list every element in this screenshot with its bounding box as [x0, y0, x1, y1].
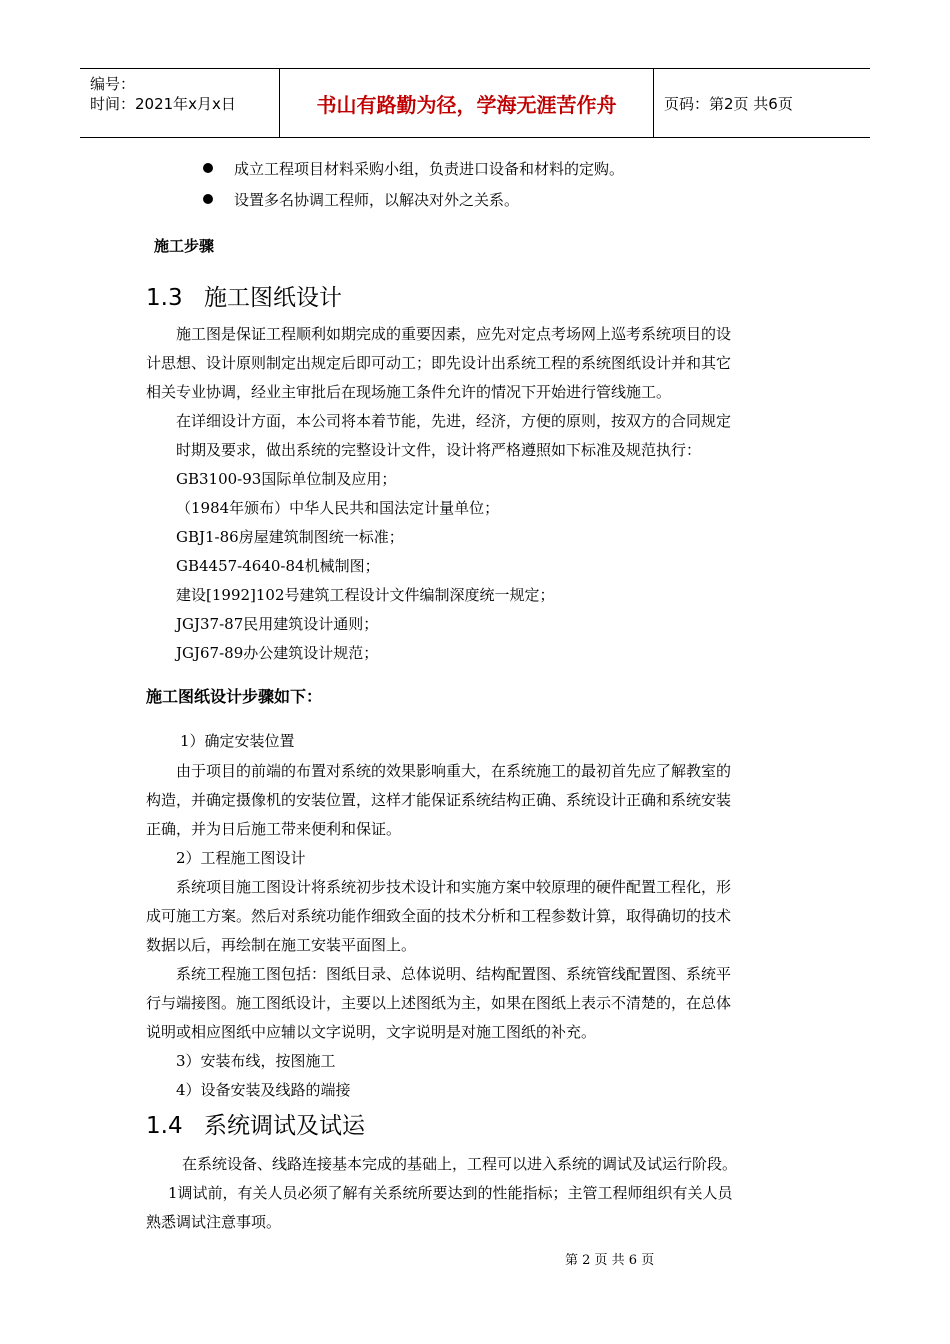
paragraph-line: 施工图是保证工程顺利如期完成的重要因素，应先对定点考场网上巡考系统项目的设	[176, 325, 732, 343]
bullet-item: 设置多名协调工程师，以解决对外之关系。	[234, 191, 520, 209]
paragraph-line: 在系统设备、线路连接基本完成的基础上，工程可以进入系统的调试及试运行阶段。	[182, 1155, 738, 1173]
heading-title: 系统调试及试运	[204, 1113, 365, 1139]
paragraph-line: 1调试前，有关人员必须了解有关系统所要达到的性能指标；主管工程师组织有关人员	[168, 1184, 733, 1202]
standard-item: GBJ1-86房屋建筑制图统一标准；	[176, 528, 404, 546]
paragraph-line: 正确，并为日后施工带来便利和保证。	[146, 820, 402, 838]
paragraph-line: 系统项目施工图设计将系统初步技术设计和实施方案中较原理的硬件配置工程化，形	[176, 878, 732, 896]
standard-item: （1984年颁布）中华人民共和国法定计量单位；	[176, 499, 500, 517]
paragraph-line: 熟悉调试注意事项。	[146, 1213, 282, 1231]
heading-number: 1.3	[146, 285, 183, 311]
page-footer: 第 2 页 共 6 页	[565, 1253, 655, 1268]
bullet-item: 成立工程项目材料采购小组，负责进口设备和材料的定购。	[234, 160, 625, 178]
paragraph-line: 数据以后，再绘制在施工安装平面图上。	[146, 936, 417, 954]
standard-item: JGJ37-87民用建筑设计通则；	[176, 615, 379, 633]
standard-item: JGJ67-89办公建筑设计规范；	[176, 644, 379, 662]
paragraph-line: 说明或相应图纸中应辅以文字说明，文字说明是对施工图纸的补充。	[146, 1023, 597, 1041]
standard-item: GB3100-93国际单位制及应用；	[176, 470, 397, 488]
number-label: 编号：	[90, 75, 136, 93]
header-motto: 书山有路勤为径，学海无涯苦作舟	[280, 69, 654, 137]
bullet-icon	[203, 194, 213, 204]
bullet-icon	[203, 163, 213, 173]
section-title: 施工步骤	[154, 237, 215, 255]
step-heading: 4）设备安装及线路的端接	[176, 1081, 351, 1099]
heading-title: 施工图纸设计	[204, 285, 342, 311]
paragraph-line: 系统工程施工图包括：图纸目录、总体说明、结构配置图、系统管线配置图、系统平	[176, 965, 732, 983]
steps-title: 施工图纸设计步骤如下：	[146, 687, 323, 706]
paragraph-line: 行与端接图。施工图纸设计，主要以上述图纸为主，如果在图纸上表示不清楚的，在总体	[146, 994, 732, 1012]
standard-item: 建设[1992]102号建筑工程设计文件编制深度统一规定；	[176, 586, 555, 604]
standard-item: GB4457-4640-84机械制图；	[176, 557, 380, 575]
paragraph-line: 由于项目的前端的布置对系统的效果影响重大，在系统施工的最初首先应了解教室的	[176, 762, 732, 780]
paragraph-line: 计思想、设计原则制定出规定后即可动工；即先设计出系统工程的系统图纸设计并和其它	[146, 354, 732, 372]
page-header	[80, 68, 870, 138]
paragraph-line: 相关专业协调，经业主审批后在现场施工条件允许的情况下开始进行管线施工。	[146, 383, 672, 401]
step-heading: 2）工程施工图设计	[176, 849, 306, 867]
step-heading: 1）确定安装位置	[180, 732, 295, 750]
date-label: 时间：2021年x月x日	[90, 95, 236, 113]
heading-1-4	[146, 1107, 365, 1140]
paragraph-line: 成可施工方案。然后对系统功能作细致全面的技术分析和工程参数计算，取得确切的技术	[146, 907, 732, 925]
heading-number: 1.4	[146, 1113, 183, 1139]
paragraph-line: 在详细设计方面，本公司将本着节能，先进，经济，方便的原则，按双方的合同规定	[176, 412, 732, 430]
paragraph-line: 构造，并确定摄像机的安装位置，这样才能保证系统结构正确、系统设计正确和系统安装	[146, 791, 732, 809]
step-heading: 3）安装布线，按图施工	[176, 1052, 336, 1070]
paragraph-line: 时期及要求，做出系统的完整设计文件，设计将严格遵照如下标准及规范执行：	[176, 441, 702, 459]
header-page-label: 页码：第2页 共6页	[664, 94, 793, 113]
header-meta	[80, 69, 280, 137]
heading-1-3	[146, 279, 342, 312]
